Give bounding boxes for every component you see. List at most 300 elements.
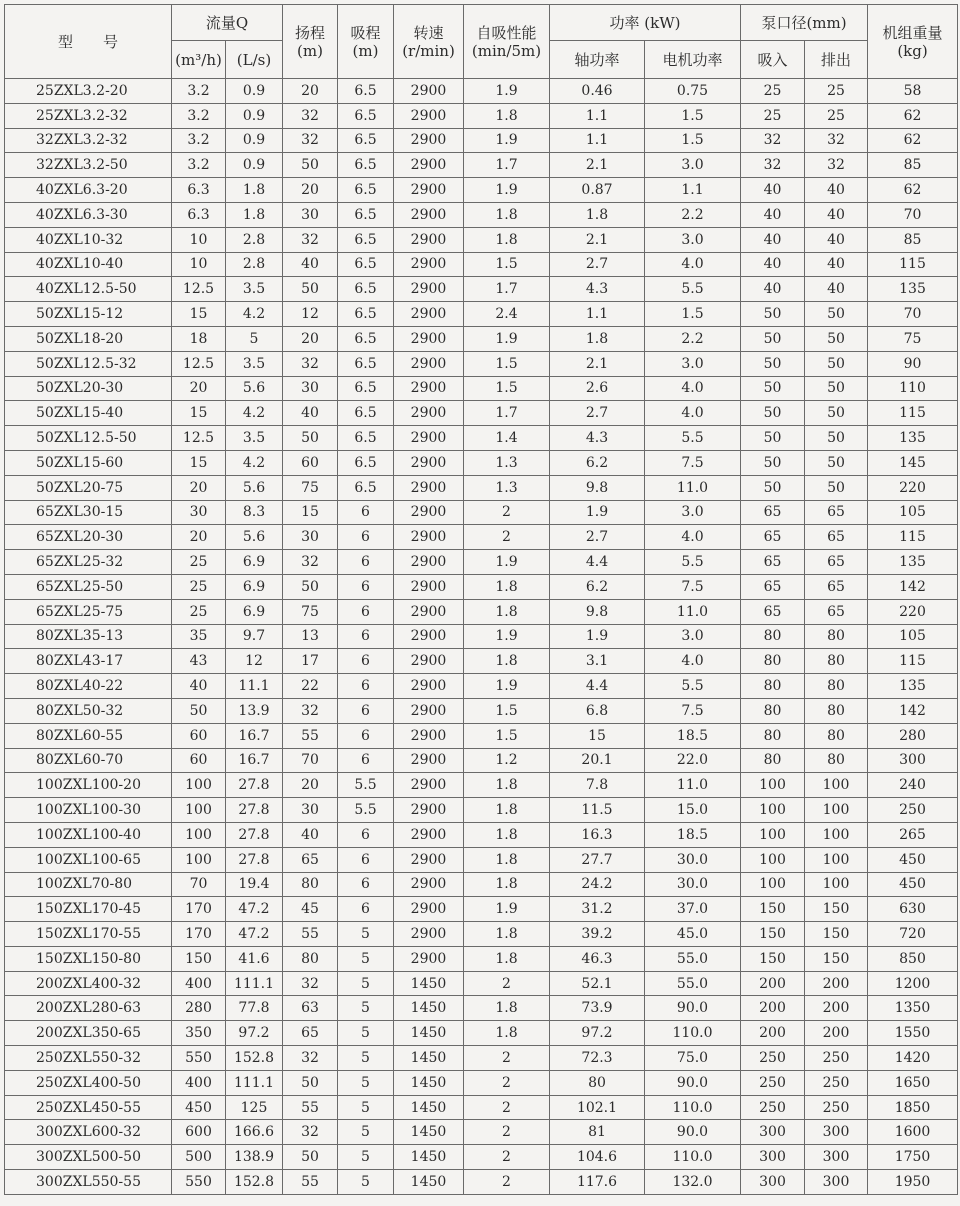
cell-motor-power: 30.0 xyxy=(645,872,741,897)
speed-unit: (r/min) xyxy=(402,41,455,60)
cell-outlet: 80 xyxy=(805,674,868,699)
cell-flow-ls: 6.9 xyxy=(226,550,283,575)
table-row xyxy=(5,475,958,500)
cell-motor-power: 2.2 xyxy=(645,326,741,351)
cell-self-priming: 1.8 xyxy=(464,773,550,798)
cell-model: 65ZXL25-50 xyxy=(5,574,172,599)
cell-shaft-power: 16.3 xyxy=(550,822,645,847)
cell-model: 50ZXL15-40 xyxy=(5,401,172,426)
table-row xyxy=(5,128,958,153)
cell-flow-ls: 4.2 xyxy=(226,401,283,426)
cell-speed: 2900 xyxy=(394,401,464,426)
cell-motor-power: 3.0 xyxy=(645,624,741,649)
cell-weight: 75 xyxy=(868,326,958,351)
cell-inlet: 100 xyxy=(741,872,805,897)
cell-motor-power: 1.5 xyxy=(645,302,741,327)
cell-suction: 5 xyxy=(338,1095,394,1120)
cell-inlet: 32 xyxy=(741,128,805,153)
table-row xyxy=(5,698,958,723)
cell-shaft-power: 0.46 xyxy=(550,79,645,104)
cell-suction: 5 xyxy=(338,1021,394,1046)
cell-suction: 6 xyxy=(338,822,394,847)
pump-spec-table xyxy=(4,4,958,1195)
cell-outlet: 50 xyxy=(805,302,868,327)
cell-flow-ls: 27.8 xyxy=(226,847,283,872)
cell-weight: 280 xyxy=(868,723,958,748)
cell-suction: 5 xyxy=(338,1070,394,1095)
cell-flow-m3h: 150 xyxy=(172,946,226,971)
cell-model: 200ZXL350-65 xyxy=(5,1021,172,1046)
cell-model: 40ZXL10-40 xyxy=(5,252,172,277)
cell-suction: 6 xyxy=(338,599,394,624)
table-row xyxy=(5,674,958,699)
cell-shaft-power: 2.7 xyxy=(550,252,645,277)
table-row xyxy=(5,227,958,252)
cell-flow-m3h: 60 xyxy=(172,723,226,748)
cell-motor-power: 55.0 xyxy=(645,946,741,971)
cell-shaft-power: 117.6 xyxy=(550,1170,645,1195)
cell-speed: 2900 xyxy=(394,847,464,872)
cell-weight: 1650 xyxy=(868,1070,958,1095)
table-row xyxy=(5,525,958,550)
cell-weight: 115 xyxy=(868,252,958,277)
cell-outlet: 25 xyxy=(805,103,868,128)
table-body xyxy=(5,79,958,1195)
cell-inlet: 250 xyxy=(741,1046,805,1071)
cell-shaft-power: 15 xyxy=(550,723,645,748)
cell-suction: 6.5 xyxy=(338,252,394,277)
cell-suction: 6.5 xyxy=(338,326,394,351)
cell-head: 50 xyxy=(283,1145,338,1170)
cell-shaft-power: 24.2 xyxy=(550,872,645,897)
cell-inlet: 150 xyxy=(741,897,805,922)
cell-shaft-power: 20.1 xyxy=(550,748,645,773)
cell-speed: 2900 xyxy=(394,525,464,550)
cell-weight: 105 xyxy=(868,624,958,649)
table-row xyxy=(5,79,958,104)
cell-weight: 240 xyxy=(868,773,958,798)
cell-flow-m3h: 3.2 xyxy=(172,153,226,178)
cell-weight: 58 xyxy=(868,79,958,104)
cell-speed: 2900 xyxy=(394,773,464,798)
cell-shaft-power: 2.7 xyxy=(550,525,645,550)
cell-weight: 1750 xyxy=(868,1145,958,1170)
cell-flow-m3h: 15 xyxy=(172,450,226,475)
cell-head: 32 xyxy=(283,1046,338,1071)
cell-speed: 2900 xyxy=(394,426,464,451)
cell-self-priming: 1.8 xyxy=(464,574,550,599)
cell-motor-power: 18.5 xyxy=(645,723,741,748)
cell-inlet: 200 xyxy=(741,996,805,1021)
cell-flow-m3h: 280 xyxy=(172,996,226,1021)
cell-self-priming: 1.5 xyxy=(464,351,550,376)
cell-flow-m3h: 15 xyxy=(172,401,226,426)
cell-flow-m3h: 50 xyxy=(172,698,226,723)
cell-flow-m3h: 6.3 xyxy=(172,178,226,203)
table-row xyxy=(5,103,958,128)
cell-shaft-power: 0.87 xyxy=(550,178,645,203)
cell-suction: 6.5 xyxy=(338,401,394,426)
cell-flow-ls: 4.2 xyxy=(226,302,283,327)
cell-outlet: 100 xyxy=(805,822,868,847)
cell-motor-power: 132.0 xyxy=(645,1170,741,1195)
cell-self-priming: 1.9 xyxy=(464,674,550,699)
cell-model: 250ZXL550-32 xyxy=(5,1046,172,1071)
cell-speed: 2900 xyxy=(394,302,464,327)
table-row xyxy=(5,153,958,178)
table-row xyxy=(5,872,958,897)
table-row xyxy=(5,1046,958,1071)
cell-flow-m3h: 100 xyxy=(172,822,226,847)
cell-model: 100ZXL100-40 xyxy=(5,822,172,847)
cell-flow-ls: 16.7 xyxy=(226,748,283,773)
cell-motor-power: 1.5 xyxy=(645,103,741,128)
cell-self-priming: 1.9 xyxy=(464,624,550,649)
cell-weight: 145 xyxy=(868,450,958,475)
cell-flow-ls: 9.7 xyxy=(226,624,283,649)
cell-model: 150ZXL170-45 xyxy=(5,897,172,922)
cell-head: 80 xyxy=(283,946,338,971)
cell-motor-power: 7.5 xyxy=(645,450,741,475)
cell-head: 32 xyxy=(283,698,338,723)
cell-outlet: 250 xyxy=(805,1046,868,1071)
cell-outlet: 150 xyxy=(805,897,868,922)
table-row xyxy=(5,1095,958,1120)
cell-speed: 2900 xyxy=(394,450,464,475)
cell-flow-ls: 27.8 xyxy=(226,822,283,847)
cell-head: 13 xyxy=(283,624,338,649)
cell-self-priming: 2.4 xyxy=(464,302,550,327)
cell-head: 32 xyxy=(283,1120,338,1145)
cell-head: 75 xyxy=(283,599,338,624)
cell-speed: 2900 xyxy=(394,798,464,823)
cell-weight: 630 xyxy=(868,897,958,922)
cell-speed: 2900 xyxy=(394,599,464,624)
cell-head: 40 xyxy=(283,401,338,426)
cell-flow-m3h: 400 xyxy=(172,1070,226,1095)
cell-flow-m3h: 350 xyxy=(172,1021,226,1046)
cell-speed: 2900 xyxy=(394,822,464,847)
cell-self-priming: 1.8 xyxy=(464,822,550,847)
col-header-flow-ls: (L/s) xyxy=(226,41,283,79)
cell-flow-m3h: 100 xyxy=(172,847,226,872)
cell-flow-m3h: 12.5 xyxy=(172,351,226,376)
cell-outlet: 100 xyxy=(805,847,868,872)
cell-shaft-power: 1.9 xyxy=(550,624,645,649)
cell-flow-m3h: 3.2 xyxy=(172,103,226,128)
cell-inlet: 40 xyxy=(741,227,805,252)
cell-motor-power: 45.0 xyxy=(645,922,741,947)
table-row xyxy=(5,723,958,748)
cell-outlet: 50 xyxy=(805,401,868,426)
cell-self-priming: 2 xyxy=(464,1095,550,1120)
cell-head: 65 xyxy=(283,847,338,872)
cell-flow-ls: 0.9 xyxy=(226,103,283,128)
table-row xyxy=(5,401,958,426)
cell-self-priming: 1.9 xyxy=(464,128,550,153)
cell-head: 55 xyxy=(283,1095,338,1120)
cell-outlet: 100 xyxy=(805,872,868,897)
cell-outlet: 40 xyxy=(805,178,868,203)
col-header-motor-power: 电机功率 xyxy=(645,41,741,79)
table-row xyxy=(5,773,958,798)
col-header-bore: 泵口径(mm) xyxy=(741,5,868,41)
table-row xyxy=(5,450,958,475)
cell-model: 32ZXL3.2-32 xyxy=(5,128,172,153)
col-header-flow: 流量Q xyxy=(172,5,283,41)
cell-outlet: 65 xyxy=(805,525,868,550)
cell-self-priming: 1.9 xyxy=(464,178,550,203)
cell-shaft-power: 9.8 xyxy=(550,599,645,624)
cell-outlet: 200 xyxy=(805,1021,868,1046)
cell-suction: 5 xyxy=(338,922,394,947)
cell-model: 200ZXL400-32 xyxy=(5,971,172,996)
cell-shaft-power: 46.3 xyxy=(550,946,645,971)
cell-shaft-power: 6.2 xyxy=(550,450,645,475)
cell-outlet: 50 xyxy=(805,376,868,401)
cell-motor-power: 4.0 xyxy=(645,401,741,426)
cell-flow-ls: 166.6 xyxy=(226,1120,283,1145)
cell-outlet: 80 xyxy=(805,698,868,723)
cell-motor-power: 11.0 xyxy=(645,773,741,798)
cell-head: 22 xyxy=(283,674,338,699)
table-row xyxy=(5,798,958,823)
cell-flow-ls: 19.4 xyxy=(226,872,283,897)
cell-head: 55 xyxy=(283,723,338,748)
cell-inlet: 200 xyxy=(741,971,805,996)
cell-flow-ls: 1.8 xyxy=(226,178,283,203)
cell-head: 75 xyxy=(283,475,338,500)
cell-self-priming: 1.3 xyxy=(464,475,550,500)
cell-shaft-power: 7.8 xyxy=(550,773,645,798)
cell-speed: 1450 xyxy=(394,1145,464,1170)
cell-shaft-power: 9.8 xyxy=(550,475,645,500)
cell-shaft-power: 1.9 xyxy=(550,500,645,525)
suction-unit: (m) xyxy=(352,41,379,60)
cell-motor-power: 30.0 xyxy=(645,847,741,872)
cell-inlet: 80 xyxy=(741,649,805,674)
cell-outlet: 100 xyxy=(805,798,868,823)
cell-motor-power: 90.0 xyxy=(645,1070,741,1095)
cell-inlet: 80 xyxy=(741,723,805,748)
cell-self-priming: 1.8 xyxy=(464,847,550,872)
cell-motor-power: 110.0 xyxy=(645,1095,741,1120)
cell-self-priming: 1.5 xyxy=(464,723,550,748)
cell-motor-power: 22.0 xyxy=(645,748,741,773)
cell-flow-m3h: 20 xyxy=(172,525,226,550)
table-header xyxy=(5,5,958,79)
cell-suction: 6.5 xyxy=(338,475,394,500)
cell-outlet: 250 xyxy=(805,1095,868,1120)
cell-self-priming: 2 xyxy=(464,1170,550,1195)
cell-outlet: 80 xyxy=(805,624,868,649)
cell-model: 65ZXL25-32 xyxy=(5,550,172,575)
cell-shaft-power: 2.1 xyxy=(550,227,645,252)
cell-weight: 850 xyxy=(868,946,958,971)
cell-model: 50ZXL20-30 xyxy=(5,376,172,401)
cell-self-priming: 1.8 xyxy=(464,798,550,823)
cell-inlet: 150 xyxy=(741,946,805,971)
cell-inlet: 200 xyxy=(741,1021,805,1046)
cell-speed: 2900 xyxy=(394,326,464,351)
cell-motor-power: 5.5 xyxy=(645,550,741,575)
cell-speed: 2900 xyxy=(394,574,464,599)
cell-motor-power: 37.0 xyxy=(645,897,741,922)
cell-weight: 62 xyxy=(868,128,958,153)
cell-head: 30 xyxy=(283,376,338,401)
cell-motor-power: 1.1 xyxy=(645,178,741,203)
cell-flow-ls: 27.8 xyxy=(226,798,283,823)
cell-outlet: 40 xyxy=(805,202,868,227)
cell-model: 50ZXL15-12 xyxy=(5,302,172,327)
table-row xyxy=(5,277,958,302)
cell-weight: 142 xyxy=(868,574,958,599)
cell-model: 200ZXL280-63 xyxy=(5,996,172,1021)
cell-head: 32 xyxy=(283,550,338,575)
cell-flow-ls: 0.9 xyxy=(226,153,283,178)
cell-head: 80 xyxy=(283,872,338,897)
cell-flow-m3h: 30 xyxy=(172,500,226,525)
cell-motor-power: 55.0 xyxy=(645,971,741,996)
table-row xyxy=(5,1170,958,1195)
speed-label: 转速 xyxy=(413,23,444,42)
cell-model: 300ZXL600-32 xyxy=(5,1120,172,1145)
cell-shaft-power: 4.3 xyxy=(550,426,645,451)
cell-inlet: 50 xyxy=(741,376,805,401)
cell-inlet: 80 xyxy=(741,674,805,699)
table-row xyxy=(5,624,958,649)
cell-motor-power: 4.0 xyxy=(645,376,741,401)
cell-suction: 6.5 xyxy=(338,79,394,104)
cell-model: 80ZXL50-32 xyxy=(5,698,172,723)
cell-flow-ls: 11.1 xyxy=(226,674,283,699)
cell-flow-ls: 27.8 xyxy=(226,773,283,798)
cell-outlet: 150 xyxy=(805,946,868,971)
cell-head: 30 xyxy=(283,525,338,550)
cell-motor-power: 1.5 xyxy=(645,128,741,153)
cell-flow-ls: 125 xyxy=(226,1095,283,1120)
cell-self-priming: 1.8 xyxy=(464,996,550,1021)
cell-model: 50ZXL18-20 xyxy=(5,326,172,351)
cell-speed: 1450 xyxy=(394,1170,464,1195)
cell-outlet: 50 xyxy=(805,426,868,451)
col-header-suction xyxy=(338,5,394,79)
cell-speed: 2900 xyxy=(394,748,464,773)
cell-inlet: 50 xyxy=(741,426,805,451)
cell-speed: 2900 xyxy=(394,946,464,971)
cell-head: 55 xyxy=(283,1170,338,1195)
cell-shaft-power: 1.8 xyxy=(550,326,645,351)
cell-inlet: 25 xyxy=(741,103,805,128)
cell-suction: 6.5 xyxy=(338,376,394,401)
cell-suction: 5 xyxy=(338,1046,394,1071)
table-row xyxy=(5,302,958,327)
cell-speed: 2900 xyxy=(394,178,464,203)
cell-motor-power: 11.0 xyxy=(645,475,741,500)
cell-flow-ls: 3.5 xyxy=(226,277,283,302)
cell-shaft-power: 97.2 xyxy=(550,1021,645,1046)
cell-flow-ls: 47.2 xyxy=(226,897,283,922)
cell-flow-m3h: 25 xyxy=(172,599,226,624)
cell-head: 30 xyxy=(283,202,338,227)
cell-flow-m3h: 600 xyxy=(172,1120,226,1145)
cell-outlet: 50 xyxy=(805,450,868,475)
cell-inlet: 80 xyxy=(741,748,805,773)
cell-outlet: 80 xyxy=(805,723,868,748)
col-header-model: 型 号 xyxy=(5,5,172,79)
cell-speed: 2900 xyxy=(394,277,464,302)
cell-outlet: 100 xyxy=(805,773,868,798)
cell-suction: 6 xyxy=(338,847,394,872)
cell-shaft-power: 104.6 xyxy=(550,1145,645,1170)
cell-flow-ls: 47.2 xyxy=(226,922,283,947)
cell-weight: 1350 xyxy=(868,996,958,1021)
cell-model: 40ZXL12.5-50 xyxy=(5,277,172,302)
cell-head: 32 xyxy=(283,128,338,153)
cell-model: 50ZXL20-75 xyxy=(5,475,172,500)
table-row xyxy=(5,599,958,624)
cell-motor-power: 11.0 xyxy=(645,599,741,624)
cell-model: 300ZXL550-55 xyxy=(5,1170,172,1195)
cell-self-priming: 2 xyxy=(464,1120,550,1145)
cell-flow-m3h: 20 xyxy=(172,376,226,401)
cell-head: 45 xyxy=(283,897,338,922)
cell-head: 20 xyxy=(283,79,338,104)
cell-motor-power: 75.0 xyxy=(645,1046,741,1071)
cell-self-priming: 2 xyxy=(464,1070,550,1095)
cell-head: 30 xyxy=(283,798,338,823)
table-row xyxy=(5,897,958,922)
cell-motor-power: 18.5 xyxy=(645,822,741,847)
cell-model: 32ZXL3.2-50 xyxy=(5,153,172,178)
cell-inlet: 250 xyxy=(741,1095,805,1120)
head-label: 扬程 xyxy=(294,23,325,42)
cell-model: 250ZXL450-55 xyxy=(5,1095,172,1120)
cell-self-priming: 1.8 xyxy=(464,1021,550,1046)
cell-model: 150ZXL150-80 xyxy=(5,946,172,971)
table-row xyxy=(5,550,958,575)
head-unit: (m) xyxy=(297,41,323,60)
cell-flow-ls: 138.9 xyxy=(226,1145,283,1170)
cell-weight: 220 xyxy=(868,475,958,500)
cell-flow-m3h: 550 xyxy=(172,1170,226,1195)
table-row xyxy=(5,1070,958,1095)
cell-speed: 2900 xyxy=(394,922,464,947)
cell-outlet: 50 xyxy=(805,326,868,351)
cell-outlet: 300 xyxy=(805,1170,868,1195)
cell-speed: 2900 xyxy=(394,723,464,748)
cell-shaft-power: 3.1 xyxy=(550,649,645,674)
cell-flow-m3h: 10 xyxy=(172,227,226,252)
cell-weight: 62 xyxy=(868,178,958,203)
cell-inlet: 300 xyxy=(741,1170,805,1195)
cell-inlet: 65 xyxy=(741,525,805,550)
cell-suction: 6.5 xyxy=(338,450,394,475)
cell-self-priming: 1.8 xyxy=(464,872,550,897)
cell-head: 32 xyxy=(283,103,338,128)
cell-speed: 2900 xyxy=(394,475,464,500)
cell-flow-m3h: 400 xyxy=(172,971,226,996)
cell-inlet: 25 xyxy=(741,79,805,104)
cell-head: 70 xyxy=(283,748,338,773)
cell-outlet: 25 xyxy=(805,79,868,104)
cell-motor-power: 4.0 xyxy=(645,525,741,550)
cell-inlet: 40 xyxy=(741,202,805,227)
cell-speed: 2900 xyxy=(394,500,464,525)
cell-self-priming: 1.5 xyxy=(464,698,550,723)
cell-speed: 1450 xyxy=(394,1070,464,1095)
cell-self-priming: 1.3 xyxy=(464,450,550,475)
